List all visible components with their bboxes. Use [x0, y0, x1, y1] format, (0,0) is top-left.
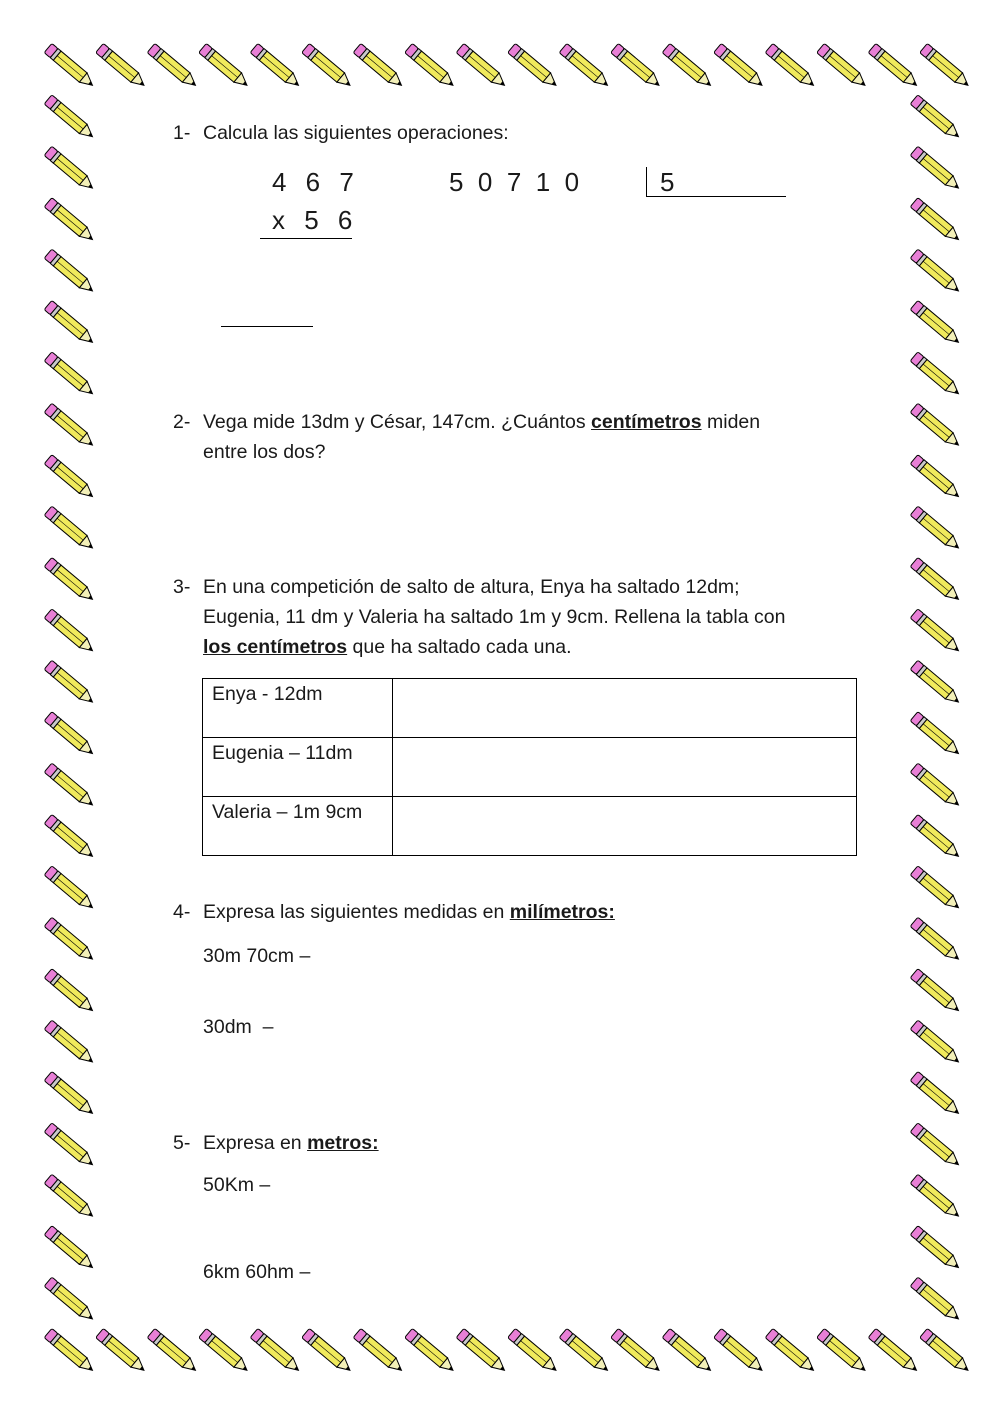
division-dividend: 5 0 7 1 0 — [449, 167, 580, 197]
pencil-icon — [302, 43, 354, 89]
pencil-icon — [910, 763, 962, 809]
pencil-icon — [868, 43, 920, 89]
pencil-icon — [44, 1020, 96, 1066]
pencil-icon — [910, 352, 962, 398]
division-bracket-vertical — [646, 167, 647, 197]
q3-line3 — [203, 632, 572, 662]
pencil-icon — [910, 300, 962, 346]
pencil-icon — [199, 43, 251, 89]
pencil-icon — [147, 43, 199, 89]
pencil-icon — [250, 43, 302, 89]
pencil-icon — [910, 1071, 962, 1117]
pencil-icon — [611, 43, 663, 89]
pencil-icon — [353, 43, 405, 89]
q4-instruction — [203, 897, 615, 927]
pencil-icon — [662, 1328, 714, 1374]
pencil-icon — [44, 969, 96, 1015]
pencil-icon — [44, 763, 96, 809]
multiplication-bottom: x 5 6 — [272, 205, 359, 235]
pencil-icon — [765, 43, 817, 89]
pencil-icon — [910, 712, 962, 758]
q3-line1: En una competición de salto de altura, Enya ha saltado 12dm; — [203, 576, 740, 598]
pencil-icon — [910, 403, 962, 449]
pencil-icon — [44, 43, 96, 89]
pencil-icon — [353, 1328, 405, 1374]
pencil-icon — [44, 1328, 96, 1374]
pencil-icon — [96, 1328, 148, 1374]
pencil-icon — [910, 95, 962, 141]
pencil-icon — [405, 1328, 457, 1374]
q5-bold-metros: metros: — [307, 1132, 379, 1154]
pencil-icon — [302, 1328, 354, 1374]
q4-item-2: 30dm – — [203, 1016, 274, 1038]
pencil-icon — [714, 1328, 766, 1374]
division-divisor: 5 — [660, 167, 675, 197]
pencil-icon — [910, 1020, 962, 1066]
pencil-icon — [508, 43, 560, 89]
pencil-icon — [910, 609, 962, 655]
pencil-icon — [910, 866, 962, 912]
pencil-icon — [405, 43, 457, 89]
pencil-icon — [910, 660, 962, 706]
q3-answer-table — [202, 678, 857, 856]
pencil-icon — [765, 1328, 817, 1374]
q3-number: 3- — [173, 576, 191, 598]
pencil-icon — [44, 917, 96, 963]
table-row — [203, 797, 857, 856]
pencil-icon — [44, 1174, 96, 1220]
pencil-icon — [456, 1328, 508, 1374]
pencil-icon — [44, 1226, 96, 1272]
pencil-icon — [920, 1328, 972, 1374]
table-row — [203, 738, 857, 797]
pencil-icon — [910, 1123, 962, 1169]
pencil-icon — [910, 146, 962, 192]
pencil-icon — [559, 43, 611, 89]
pencil-icon — [910, 1277, 962, 1323]
multiplication-result-line — [221, 326, 313, 327]
q3-line3-after: que ha saltado cada una. — [347, 636, 572, 658]
pencil-icon — [44, 146, 96, 192]
q1-instruction: Calcula las siguientes operaciones: — [203, 122, 509, 144]
q2-line1-before: Vega mide 13dm y César, 147cm. ¿Cuántos — [203, 411, 592, 433]
q2-line1 — [203, 407, 760, 437]
q5-instruction — [203, 1128, 379, 1158]
pencil-icon — [910, 557, 962, 603]
pencil-icon — [44, 609, 96, 655]
pencil-icon — [44, 1277, 96, 1323]
pencil-icon — [559, 1328, 611, 1374]
pencil-icon — [910, 1174, 962, 1220]
q2-number: 2- — [173, 411, 191, 433]
pencil-icon — [44, 403, 96, 449]
pencil-icon — [910, 249, 962, 295]
pencil-icon — [44, 557, 96, 603]
pencil-icon — [44, 506, 96, 552]
pencil-icon — [817, 1328, 869, 1374]
pencil-icon — [44, 1123, 96, 1169]
pencil-icon — [714, 43, 766, 89]
row-label-eugenia: Eugenia – 11dm — [203, 738, 393, 797]
multiplication-line — [260, 238, 352, 239]
pencil-icon — [44, 660, 96, 706]
pencil-icon — [662, 43, 714, 89]
pencil-icon — [44, 814, 96, 860]
row-label-enya: Enya - 12dm — [203, 679, 393, 738]
pencil-icon — [199, 1328, 251, 1374]
pencil-icon — [910, 506, 962, 552]
q1-number: 1- — [173, 122, 191, 144]
pencil-icon — [611, 1328, 663, 1374]
pencil-icon — [44, 95, 96, 141]
pencil-icon — [456, 43, 508, 89]
q5-number: 5- — [173, 1132, 191, 1154]
pencil-icon — [508, 1328, 560, 1374]
q3-line2: Eugenia, 11 dm y Valeria ha saltado 1m y 9cm. Rellena la tabla con — [203, 606, 786, 628]
q2-line2: entre los dos? — [203, 441, 326, 463]
q5-item-1: 50Km – — [203, 1174, 271, 1196]
q4-bold-milimetros: milímetros: — [509, 901, 615, 923]
q4-number: 4- — [173, 901, 191, 923]
q3-bold-los-centimetros: los centímetros — [203, 636, 348, 658]
q4-text: Expresa las siguientes medidas en — [203, 901, 510, 923]
pencil-icon — [920, 43, 972, 89]
answer-cell-eugenia[interactable] — [393, 738, 857, 797]
pencil-icon — [96, 43, 148, 89]
pencil-icon — [910, 1226, 962, 1272]
pencil-icon — [44, 712, 96, 758]
pencil-icon — [910, 455, 962, 501]
table-row — [203, 679, 857, 738]
q4-item-1: 30m 70cm – — [203, 945, 311, 967]
pencil-icon — [44, 1071, 96, 1117]
pencil-icon — [44, 455, 96, 501]
pencil-icon — [910, 814, 962, 860]
q2-line1-after: miden — [701, 411, 761, 433]
pencil-icon — [147, 1328, 199, 1374]
pencil-icon — [817, 43, 869, 89]
pencil-icon — [44, 249, 96, 295]
multiplication-top: 4 6 7 — [272, 167, 360, 197]
pencil-icon — [44, 866, 96, 912]
pencil-icon — [44, 352, 96, 398]
pencil-icon — [44, 300, 96, 346]
pencil-icon — [910, 198, 962, 244]
row-label-valeria: Valeria – 1m 9cm — [203, 797, 393, 856]
pencil-icon — [910, 917, 962, 963]
pencil-icon — [868, 1328, 920, 1374]
pencil-icon — [250, 1328, 302, 1374]
q5-item-2: 6km 60hm – — [203, 1261, 311, 1283]
q5-text: Expresa en — [203, 1132, 308, 1154]
answer-cell-valeria[interactable] — [393, 797, 857, 856]
pencil-icon — [44, 198, 96, 244]
q2-bold-centimetros: centímetros — [591, 411, 702, 433]
answer-cell-enya[interactable] — [393, 679, 857, 738]
pencil-icon — [910, 969, 962, 1015]
